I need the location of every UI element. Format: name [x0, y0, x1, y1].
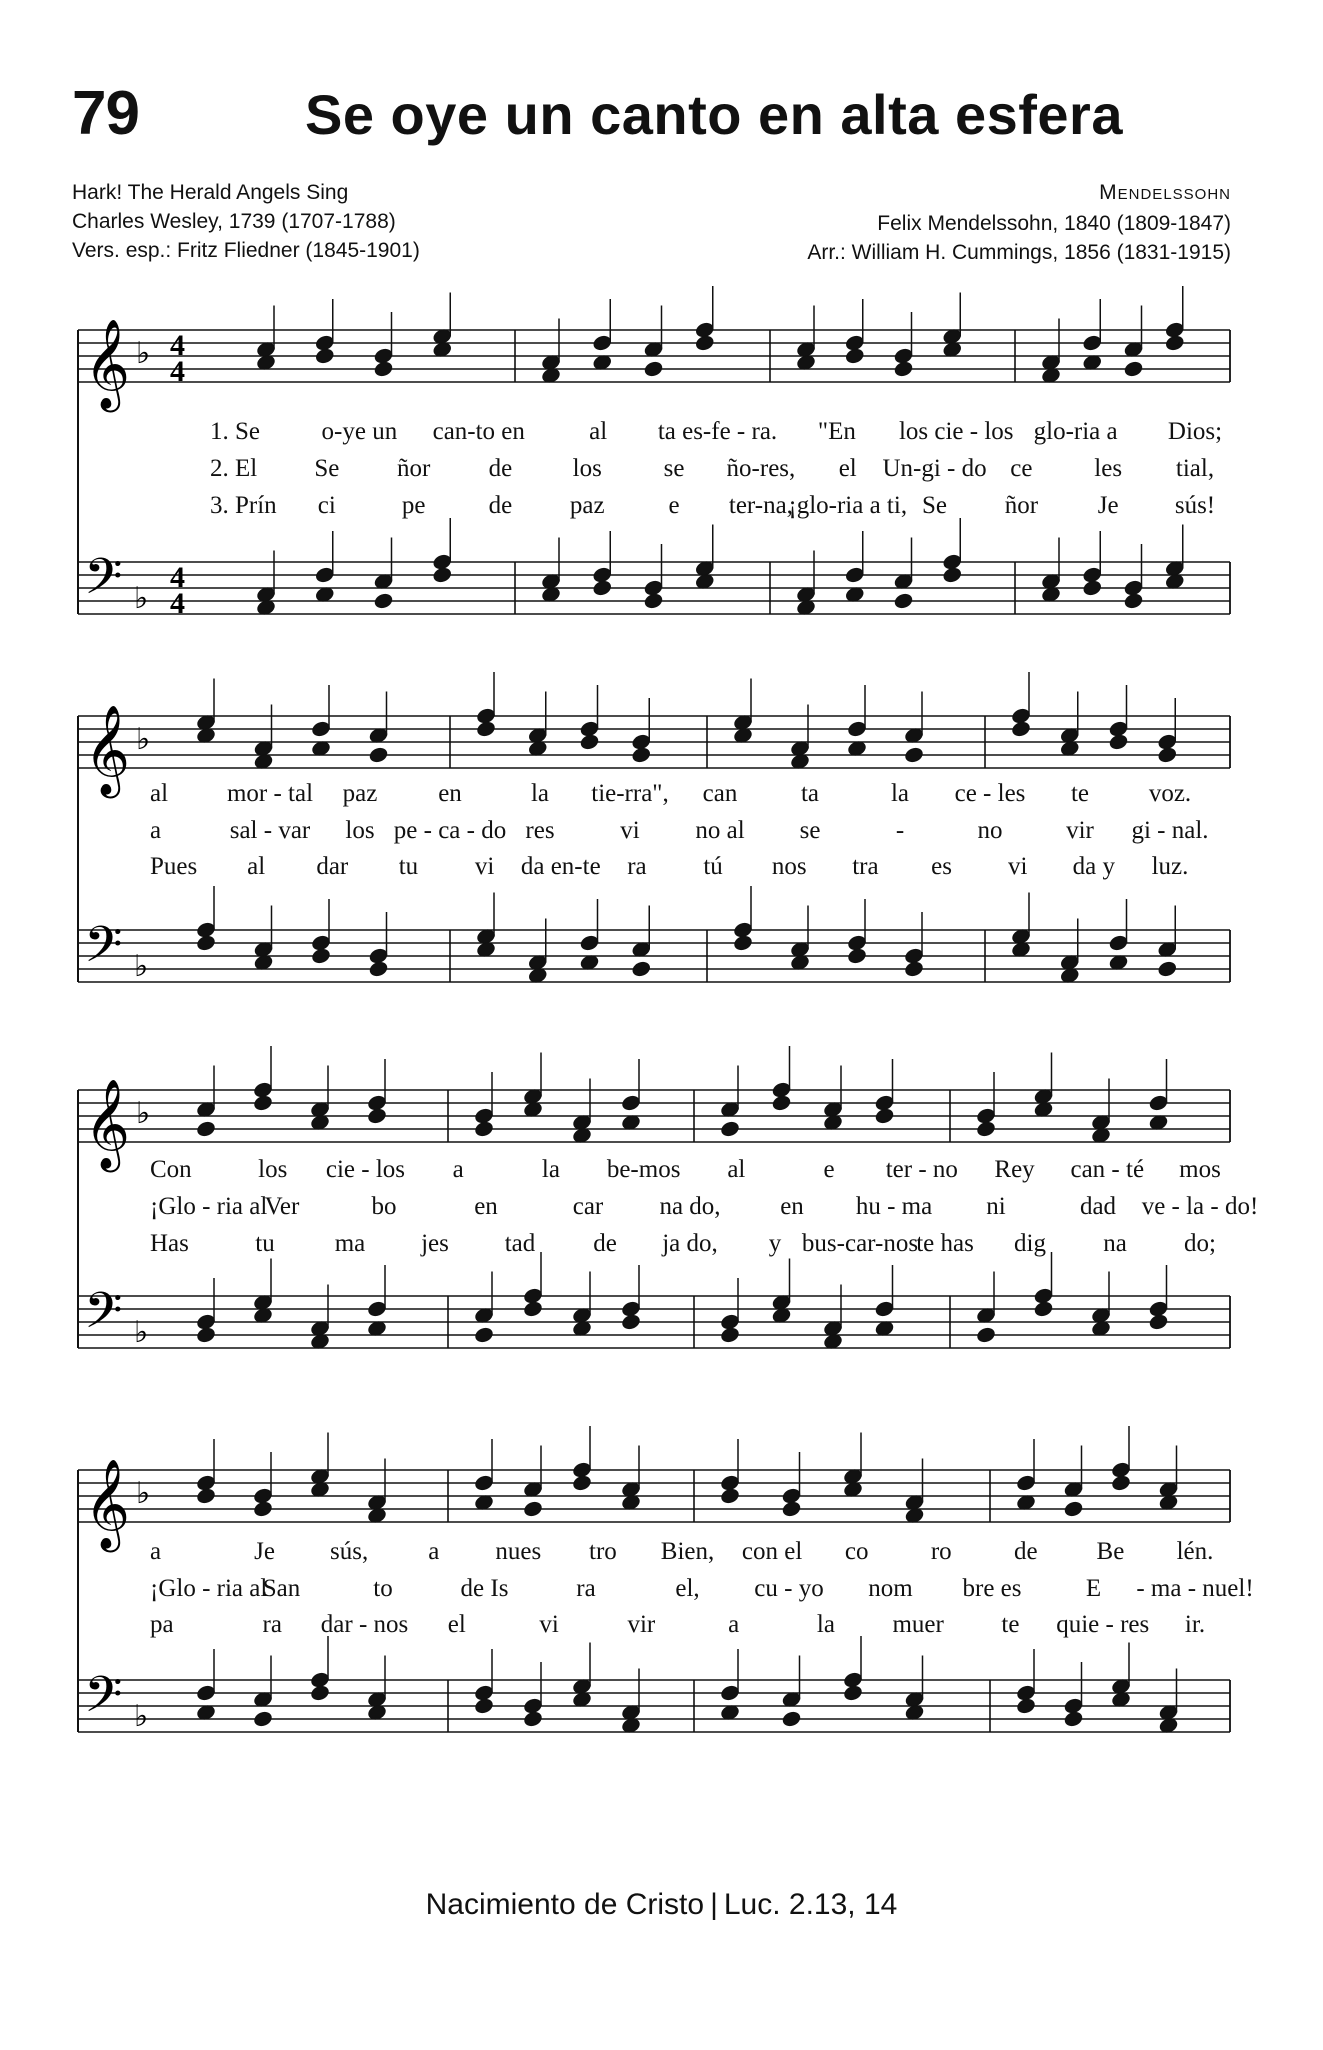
lyric-syllable: con el: [741, 1538, 803, 1565]
lyric-syllable: Un-gi - do: [882, 455, 987, 482]
lyric-syllable: ce: [1010, 455, 1033, 482]
lyric-syllable: paz: [569, 492, 605, 519]
lyric-syllable: jes: [421, 1230, 449, 1257]
bass-chord: [720, 1649, 740, 1721]
lyric-syllable: voz.: [1148, 780, 1192, 807]
lyric-syllable: la: [530, 780, 550, 807]
lyric-syllable: can - té: [1070, 1156, 1145, 1183]
lyric-syllable: gi - nal.: [1131, 817, 1209, 844]
lyric-syllable: Rey: [994, 1156, 1035, 1183]
treble-chord: [196, 1439, 216, 1505]
lyric-syllable: cie - los: [325, 1156, 406, 1183]
footer-topic: Nacimiento de Cristo: [425, 1888, 705, 1921]
lyric-syllable: ta: [800, 780, 820, 807]
note-head: [253, 1500, 273, 1518]
treble-chord: [367, 1459, 387, 1525]
lyric-syllable: sús!: [1174, 492, 1216, 519]
lyric-syllable: co: [844, 1538, 869, 1565]
bass-chord: [310, 1636, 330, 1702]
bass-chord: [196, 1649, 216, 1721]
lyric-syllable: el,: [675, 1575, 700, 1602]
lyric-syllable: can: [702, 780, 738, 807]
lyric-syllable: el: [838, 455, 857, 482]
lyric-syllable: ma: [334, 1230, 366, 1257]
english-title: Hark! The Herald Angels Sing: [72, 181, 349, 204]
lyric-syllable: te has: [916, 1230, 974, 1257]
tune-name: MENDELSSOHN: [1099, 181, 1231, 204]
page-footer: [0, 1888, 1323, 1922]
note-head: [1016, 1474, 1036, 1492]
note-head: [196, 1487, 216, 1505]
lyric-syllable: hu - ma: [855, 1193, 933, 1220]
lyric-syllable: Je: [254, 1538, 275, 1565]
lyric-syllable: da en-te: [520, 853, 601, 880]
lyric-syllable: al: [247, 853, 266, 880]
lyric-syllable: vi: [539, 1611, 559, 1638]
lyric-syllable: "En: [817, 418, 856, 445]
lyric-syllable: dig: [1014, 1230, 1046, 1257]
bass-chord: [1063, 1662, 1083, 1728]
lyric-syllable: e: [823, 1156, 835, 1183]
lyric-syllable: 1. Se: [210, 418, 260, 445]
bass-chord: [367, 1656, 387, 1722]
lyric-syllable: car: [572, 1193, 604, 1220]
key-signature-flat: ♭: [136, 336, 151, 371]
lyric-syllable: se: [663, 455, 685, 482]
lyric-syllable: al: [150, 780, 169, 807]
lyric-syllable: ¡Glo - ria al: [150, 1575, 268, 1602]
key-signature-flat: ♭: [134, 1699, 149, 1734]
lyric-syllable: be-mos: [606, 1156, 681, 1183]
note-head: [720, 1684, 740, 1702]
bass-chord: [843, 1636, 863, 1702]
lyric-syllable: quie - res: [1056, 1611, 1150, 1638]
treble-chord: [523, 1446, 543, 1518]
lyric-syllable: Dios;: [1167, 418, 1223, 445]
lyricist-credit: Charles Wesley, 1739 (1707-1788): [72, 210, 396, 233]
lyric-syllable: a: [150, 1538, 162, 1565]
lyric-syllable: vi: [1007, 853, 1028, 880]
lyric-syllable: dar - nos: [320, 1611, 409, 1638]
note-head: [843, 1684, 863, 1702]
lyric-syllable: - ma - nuel!: [1136, 1575, 1254, 1602]
treble-staff: [78, 1470, 1230, 1522]
lyric-syllable: Ver: [264, 1193, 300, 1220]
treble-chord: [904, 1459, 924, 1525]
lyric-syllable: Be: [1096, 1538, 1125, 1565]
verse-3-lyrics: [0, 1611, 1323, 1645]
lyric-syllable: la: [816, 1611, 835, 1638]
lyric-syllable: ta es-fe - ra.: [657, 418, 778, 445]
lyric-syllable: de: [1014, 1538, 1038, 1565]
lyric-syllable: na do,: [659, 1193, 721, 1220]
treble-chord: [621, 1446, 641, 1512]
lyric-syllable: a: [452, 1156, 464, 1183]
lyric-syllable: los cie - los: [898, 418, 1014, 445]
lyric-syllable: vi: [474, 853, 495, 880]
lyric-syllable: nos: [771, 853, 807, 880]
treble-clef: 𝄞: [84, 705, 131, 795]
lyric-syllable: mor - tal: [226, 780, 314, 807]
lyric-syllable: pe: [401, 492, 426, 519]
lyric-syllable: na: [1103, 1230, 1127, 1257]
lyric-syllable: to: [373, 1575, 393, 1602]
lyric-syllable: glo-ria a: [1033, 418, 1118, 445]
hymn-title: Se oye un canto en alta esfera: [305, 83, 1123, 146]
treble-chord: [843, 1433, 863, 1499]
lyric-syllable: San: [262, 1575, 301, 1602]
lyric-syllable: nom: [868, 1575, 913, 1602]
bass-chord: [1158, 1669, 1178, 1735]
lyric-syllable: al: [727, 1156, 746, 1183]
bass-chord: [1016, 1649, 1036, 1715]
lyric-syllable: paz: [342, 780, 378, 807]
lyric-syllable: de: [488, 492, 513, 519]
lyric-syllable: Con: [150, 1156, 192, 1183]
lyric-syllable: ci: [317, 492, 336, 519]
note-head: [253, 1710, 273, 1728]
lyric-syllable: tra: [852, 853, 879, 880]
bass-staff: [78, 1680, 1230, 1732]
treble-chord: [720, 1439, 740, 1505]
lyric-syllable: res: [525, 817, 555, 844]
lyric-syllable: ro: [930, 1538, 952, 1565]
lyric-syllable: ¡glo-ria a ti,: [788, 492, 908, 519]
treble-chord: [1111, 1426, 1131, 1492]
lyric-syllable: tad: [504, 1230, 536, 1257]
lyric-syllable: nues: [495, 1538, 542, 1565]
lyric-syllable: vir: [1066, 817, 1094, 844]
lyric-syllable: la: [890, 780, 910, 807]
lyric-syllable: te: [1001, 1611, 1020, 1638]
lyric-syllable: dar: [316, 853, 349, 880]
note-head: [720, 1487, 740, 1505]
lyric-syllable: ir.: [1184, 1611, 1206, 1638]
lyric-syllable: de Is: [460, 1575, 509, 1602]
lyric-syllable: vir: [627, 1611, 656, 1638]
bass-clef: 𝄢: [84, 1282, 123, 1352]
hymn-number: 79: [72, 79, 139, 148]
lyric-syllable: el: [447, 1611, 466, 1638]
bass-clef: 𝄢: [84, 916, 123, 986]
lyric-syllable: no al: [695, 817, 745, 844]
key-signature-flat: ♭: [136, 1096, 151, 1131]
lyric-syllable: e: [668, 492, 680, 519]
time-signature-bottom: 4: [170, 355, 185, 388]
footer-scripture-reference: Luc. 2.13, 14: [723, 1888, 898, 1921]
lyric-syllable: cu - yo: [754, 1575, 824, 1602]
lyric-syllable: ra: [627, 853, 647, 880]
treble-clef: 𝄞: [84, 1079, 131, 1169]
lyric-syllable: bre es: [962, 1575, 1022, 1602]
lyric-syllable: ni: [986, 1193, 1006, 1220]
time-signature-top: 4: [170, 329, 185, 362]
bass-chord: [523, 1662, 543, 1728]
lyric-syllable: muer: [892, 1611, 944, 1638]
lyric-syllable: Has: [150, 1230, 189, 1257]
bass-chord: [572, 1643, 592, 1709]
lyric-syllable: ce - les: [954, 780, 1026, 807]
treble-chord: [474, 1439, 494, 1511]
treble-chord: [1158, 1446, 1178, 1512]
lyric-syllable: ra: [262, 1611, 282, 1638]
lyric-syllable: ter-na,: [728, 492, 793, 519]
composer-credit: Felix Mendelssohn, 1840 (1809-1847): [877, 212, 1231, 235]
lyric-syllable: les: [1094, 455, 1123, 482]
lyric-syllable: ve - la - do!: [1141, 1193, 1259, 1220]
lyric-syllable: Se: [922, 492, 948, 519]
treble-chord: [781, 1452, 801, 1518]
lyric-syllable: a: [150, 817, 162, 844]
lyric-syllable: a: [428, 1538, 440, 1565]
lyric-syllable: do;: [1184, 1230, 1216, 1257]
lyric-syllable: en: [474, 1193, 498, 1220]
note-head: [196, 1684, 216, 1702]
treble-chord: [253, 1452, 273, 1518]
footer-separator: |: [710, 1888, 718, 1921]
note-head: [1016, 1697, 1036, 1715]
lyric-syllable: de: [488, 455, 513, 482]
key-signature-flat: ♭: [134, 581, 149, 616]
lyric-syllable: te: [1070, 780, 1090, 807]
lyric-syllable: E: [1085, 1575, 1102, 1602]
lyric-syllable: 3. Prín: [210, 492, 277, 519]
verse-1-lyrics: [0, 1538, 1323, 1572]
key-signature-flat: ♭: [134, 1315, 149, 1350]
lyric-syllable: en: [438, 780, 462, 807]
note-head: [781, 1710, 801, 1728]
lyric-syllable: Bien,: [660, 1538, 715, 1565]
lyric-syllable: 2. El: [210, 455, 258, 482]
treble-chord: [1016, 1439, 1036, 1511]
lyric-syllable: ño-res,: [726, 455, 796, 482]
lyric-syllable: es: [931, 853, 952, 880]
lyric-syllable: ter - no: [885, 1156, 958, 1183]
key-signature-flat: ♭: [136, 722, 151, 757]
bass-chord: [1111, 1643, 1131, 1709]
lyric-syllable: tu: [398, 853, 419, 880]
note-head: [310, 1684, 330, 1702]
lyric-syllable: vi: [620, 817, 640, 844]
lyric-syllable: tial,: [1175, 455, 1215, 482]
lyric-syllable: Se: [314, 455, 340, 482]
lyric-syllable: de: [593, 1230, 617, 1257]
lyric-syllable: tu: [255, 1230, 275, 1257]
lyric-syllable: bus-car-nos: [801, 1230, 919, 1257]
lyric-syllable: tro: [589, 1538, 617, 1565]
lyric-syllable: -: [895, 817, 905, 844]
lyric-syllable: lén.: [1176, 1538, 1214, 1565]
treble-clef: 𝄞: [84, 319, 131, 409]
translator-credit: Vers. esp.: Fritz Fliedner (1845-1901): [72, 239, 420, 262]
lyric-syllable: bo: [371, 1193, 397, 1220]
lyric-syllable: los: [258, 1156, 288, 1183]
lyric-syllable: ¡Glo - ria al: [150, 1193, 268, 1220]
lyric-syllable: da y: [1072, 853, 1116, 880]
lyric-syllable: o-ye un: [321, 418, 398, 445]
lyric-syllable: se: [799, 817, 821, 844]
lyric-syllable: los: [345, 817, 375, 844]
lyric-syllable: ñor: [396, 455, 431, 482]
note-head: [1063, 1500, 1083, 1518]
lyric-syllable: Je: [1097, 492, 1119, 519]
verse-2-lyrics: [0, 1575, 1323, 1609]
lyric-syllable: a: [728, 1611, 740, 1638]
note-head: [572, 1474, 592, 1492]
treble-clef: 𝄞: [84, 1459, 131, 1549]
key-signature-flat: ♭: [136, 1476, 151, 1511]
bass-chord: [253, 1656, 273, 1728]
bass-clef: 𝄢: [84, 548, 123, 618]
time-signature-top: 4: [170, 561, 185, 594]
lyric-syllable: sús,: [330, 1538, 369, 1565]
bass-clef: 𝄢: [84, 1666, 123, 1736]
lyric-syllable: no: [977, 817, 1003, 844]
lyric-syllable: y: [768, 1230, 782, 1257]
key-signature-flat: ♭: [134, 949, 149, 984]
lyric-syllable: sal - var: [229, 817, 311, 844]
lyric-syllable: Pues: [150, 853, 198, 880]
bass-chord: [474, 1649, 494, 1715]
note-head: [523, 1500, 543, 1518]
note-head: [474, 1697, 494, 1715]
lyric-syllable: pa: [150, 1611, 174, 1638]
bass-chord: [904, 1656, 924, 1722]
lyric-syllable: tú: [703, 853, 723, 880]
lyric-syllable: ñor: [1004, 492, 1039, 519]
note-head: [1111, 1474, 1131, 1492]
lyric-syllable: can-to en: [432, 418, 525, 445]
treble-chord: [310, 1433, 330, 1499]
time-signature-bottom: 4: [170, 587, 185, 620]
bass-chord: [621, 1669, 641, 1735]
note-head: [1063, 1710, 1083, 1728]
lyric-syllable: al: [589, 418, 608, 445]
lyric-syllable: tie-rra",: [591, 780, 669, 807]
lyric-syllable: dad: [1079, 1193, 1117, 1220]
arranger-credit: Arr.: William H. Cummings, 1856 (1831-1915): [807, 241, 1231, 264]
treble-chord: [1063, 1446, 1083, 1518]
treble-chord: [572, 1426, 592, 1492]
lyric-syllable: pe - ca - do: [393, 817, 507, 844]
lyric-syllable: en: [780, 1193, 804, 1220]
note-head: [523, 1710, 543, 1728]
note-head: [474, 1474, 494, 1492]
lyric-syllable: luz.: [1151, 853, 1189, 880]
lyric-syllable: ra: [576, 1575, 596, 1602]
note-head: [781, 1500, 801, 1518]
lyric-syllable: la: [541, 1156, 560, 1183]
bass-chord: [781, 1656, 801, 1728]
lyric-syllable: mos: [1179, 1156, 1221, 1183]
lyric-syllable: ja do,: [662, 1230, 718, 1257]
lyric-syllable: los: [572, 455, 602, 482]
